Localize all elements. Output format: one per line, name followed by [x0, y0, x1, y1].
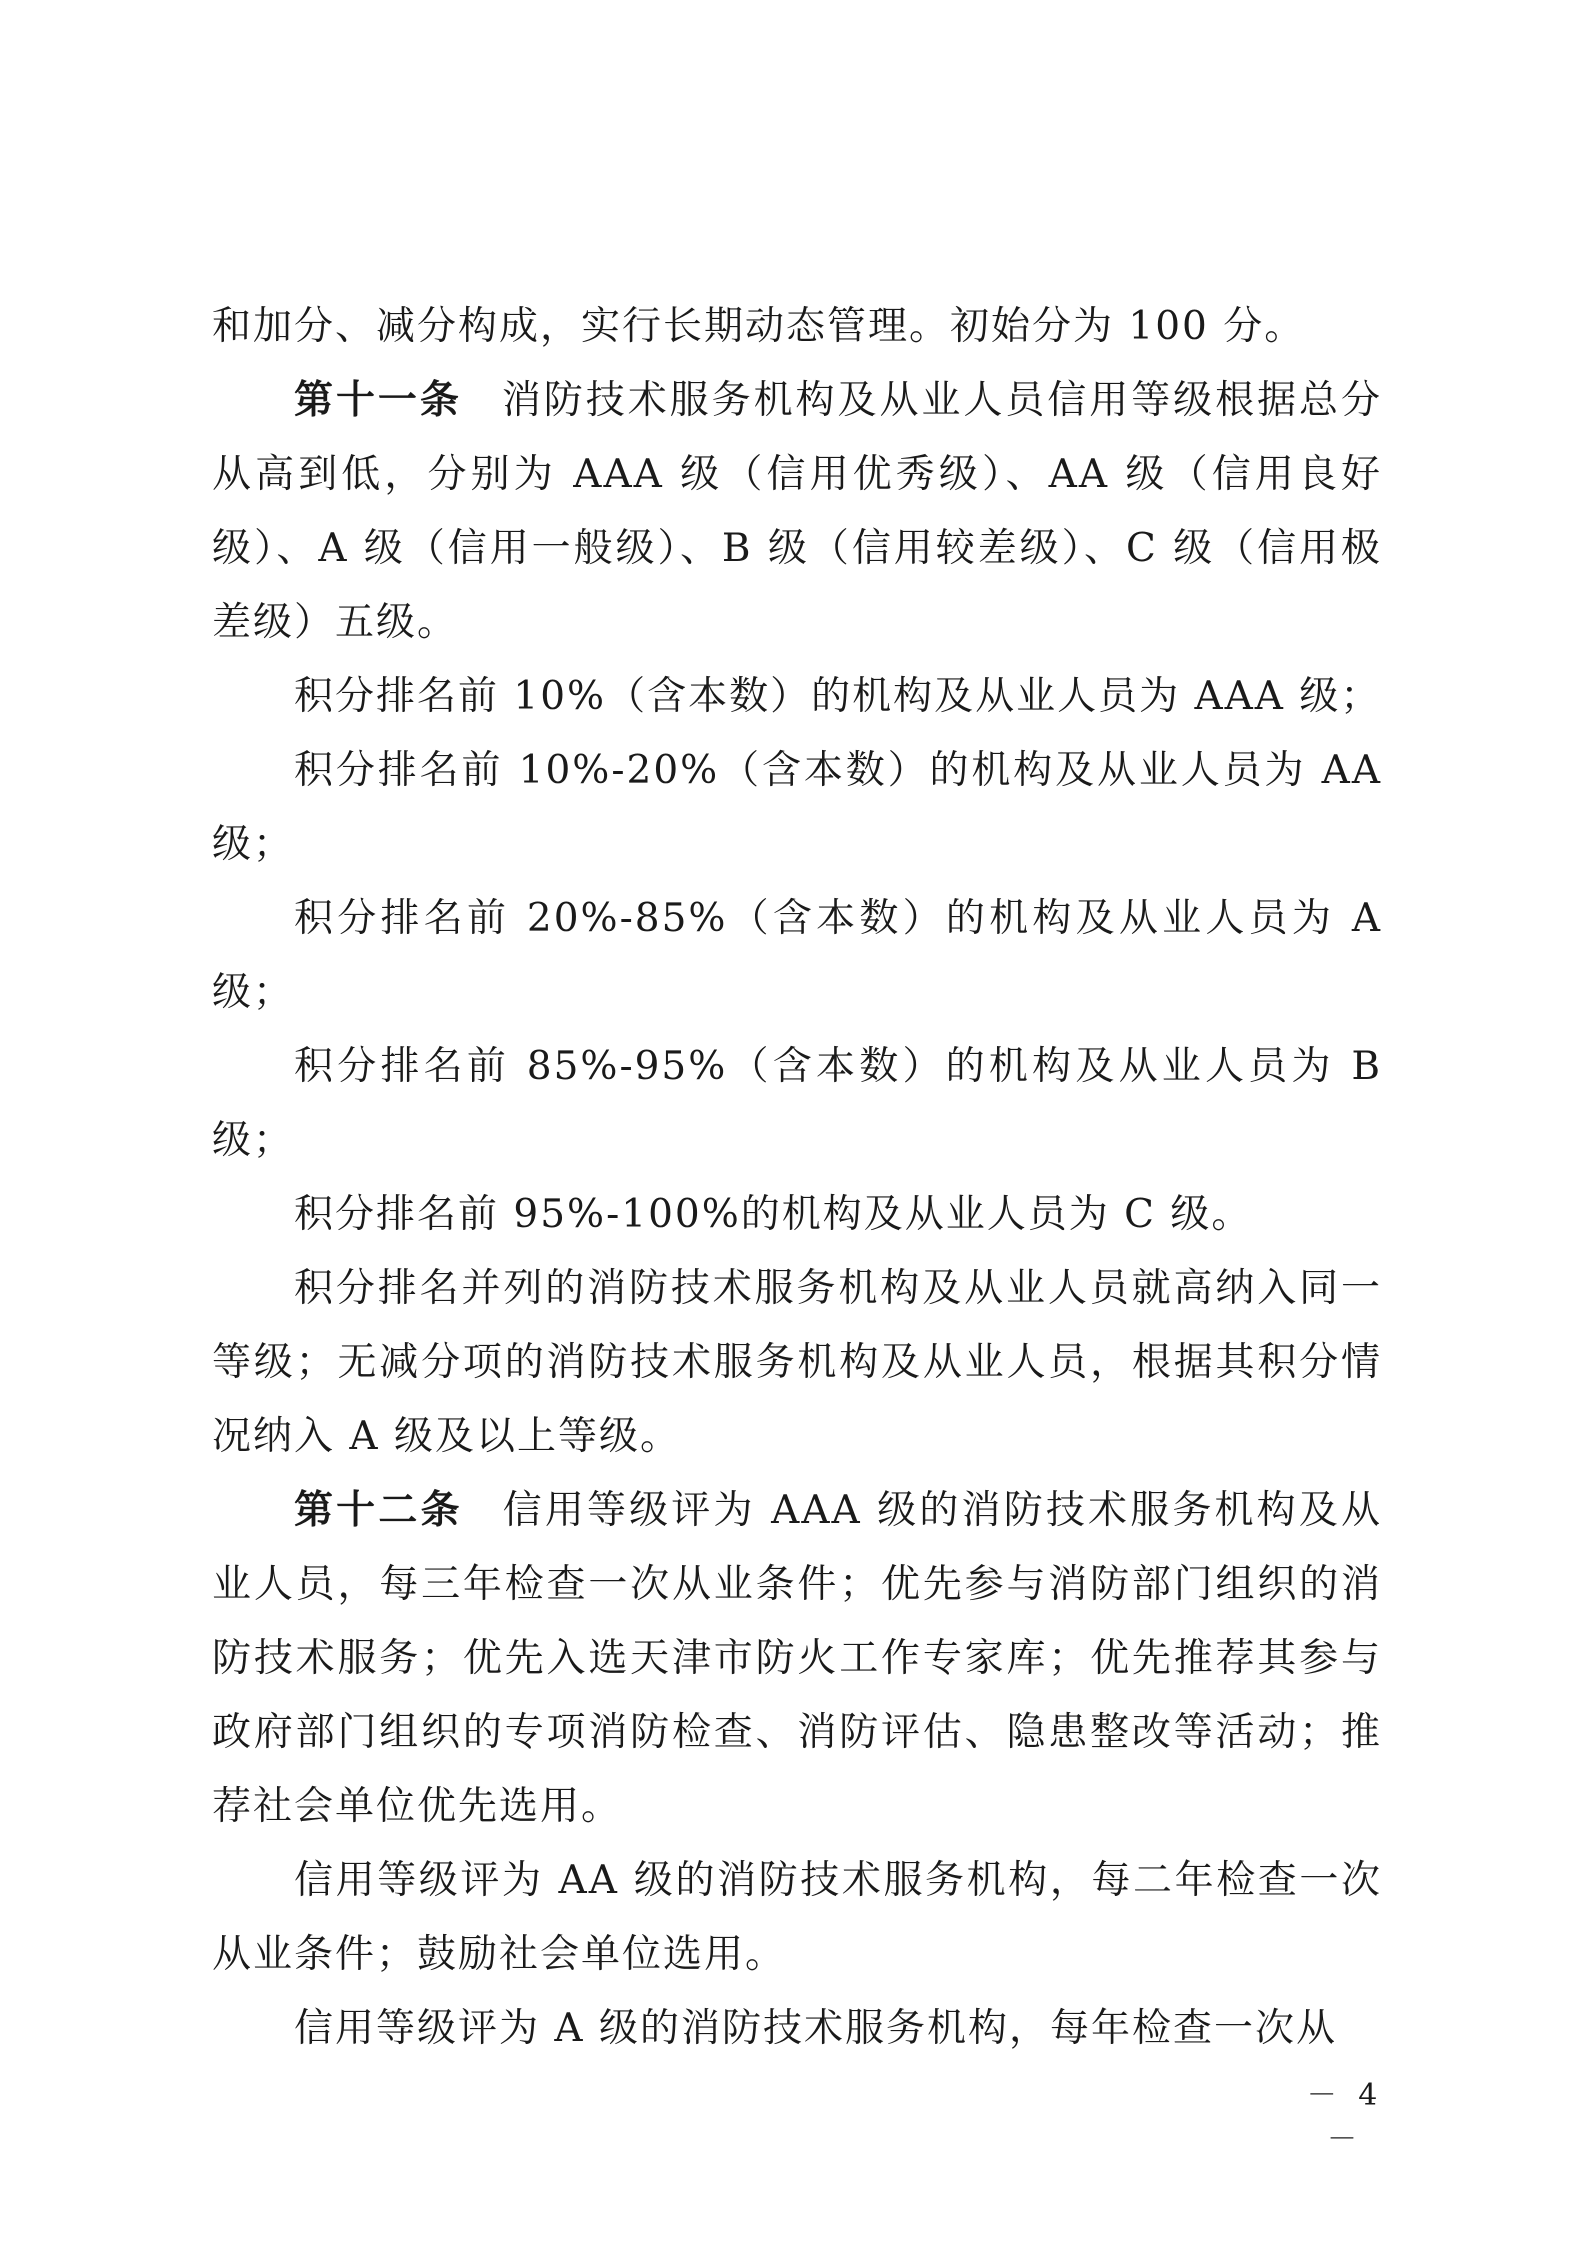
article-heading: 第十二条 — [294, 1488, 463, 1533]
page-number: － 4 － — [1306, 2078, 1384, 2157]
tie-rule-paragraph — [212, 1252, 1382, 1474]
paragraph-text: 信用等级评为 A 级的消防技术服务机构，每年检查一次从 — [294, 2006, 1337, 2051]
grade-rule-c — [212, 1178, 1382, 1252]
aa-grade-paragraph — [212, 1844, 1382, 1992]
paragraph-text: 消防技术服务机构及从业人员信用等级根据总分从高到低，分别为 AAA 级（信用优秀级）、AA 级（信用良好级）、A 级（信用一般级）、B 级（信用较差级）、C 级（信用极差级）五级。 — [212, 378, 1382, 645]
paragraph-text: 信用等级评为 AA 级的消防技术服务机构，每二年检查一次从业条件；鼓励社会单位选用。 — [212, 1858, 1382, 1977]
paragraph-text: 积分排名并列的消防技术服务机构及从业人员就高纳入同一等级；无减分项的消防技术服务机构及从业人员，根据其积分情况纳入 A 级及以上等级。 — [212, 1266, 1382, 1459]
article-11-paragraph — [212, 364, 1382, 660]
grade-rule-aaa — [212, 660, 1382, 734]
paragraph-text: 积分排名前 10%（含本数）的机构及从业人员为 AAA 级； — [294, 674, 1382, 719]
a-grade-paragraph — [212, 1992, 1382, 2066]
paragraph-text: 积分排名前 10%-20%（含本数）的机构及从业人员为 AA 级； — [212, 748, 1382, 867]
grade-rule-b — [212, 1030, 1382, 1178]
article-heading: 第十一条 — [294, 378, 462, 423]
paragraph-text: 积分排名前 95%-100%的机构及从业人员为 C 级。 — [294, 1192, 1253, 1237]
paragraph-text: 和加分、减分构成，实行长期动态管理。初始分为 100 分。 — [212, 304, 1306, 349]
paragraph-text: 积分排名前 85%-95%（含本数）的机构及从业人员为 B 级； — [212, 1044, 1382, 1163]
document-body — [212, 290, 1382, 2066]
paragraph-continuation — [212, 290, 1382, 364]
grade-rule-aa — [212, 734, 1382, 882]
paragraph-text: 积分排名前 20%-85%（含本数）的机构及从业人员为 A 级； — [212, 896, 1382, 1015]
article-12-paragraph — [212, 1474, 1382, 1844]
grade-rule-a — [212, 882, 1382, 1030]
paragraph-text: 信用等级评为 AAA 级的消防技术服务机构及从业人员，每三年检查一次从业条件；优先参与消防部门组织的消防技术服务；优先入选天津市防火工作专家库；优先推荐其参与政府部门组织的专项消防检查、消防评估、隐患整改等活动；推荐社会单位优先选用。 — [212, 1488, 1382, 1829]
